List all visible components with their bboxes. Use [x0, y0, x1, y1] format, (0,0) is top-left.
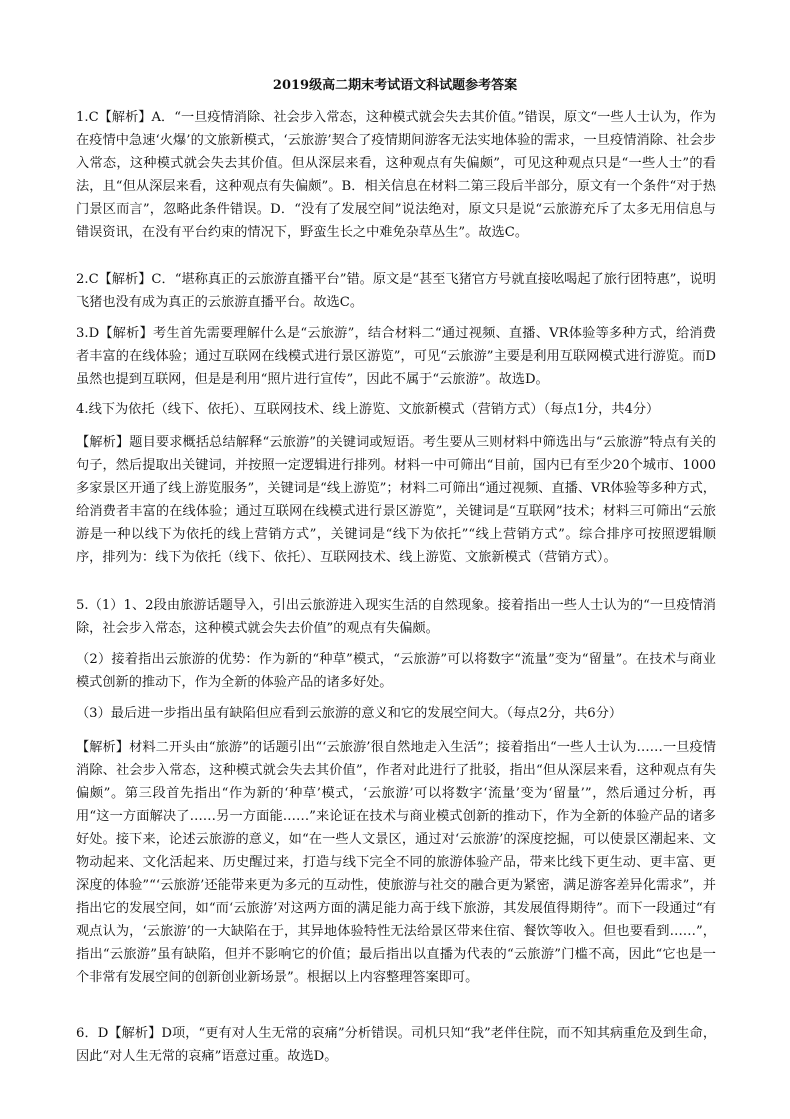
answer-5-point-3: （3）最后进一步指出虽有缺陷但应看到云旅游的意义和它的发展空间大。（每点2分，共6分） — [76, 706, 623, 721]
page-title: 2019级高二期末考试语文科试题参考答案 — [272, 78, 518, 93]
answer-5-point-2: （2）接着指出云旅游的优势：作为新的“种草”模式，“云旅游”可以将数字“流量”变为“留量”。在技术与商业模式创新的推动下，作为全新的体验产品的诸多好处。 — [76, 652, 716, 690]
answer-3: 3.D【解析】考生首先需要理解什么是“云旅游”，结合材料二“通过视频、直播、VR体验等多种方式，给消费者丰富的在线体验；通过互联网在线模式进行景区游览”，可见“云旅游”主要是利用互联网模式进行游览。而D虽然也提到互联网，但是是利用“照片进行宣传”，因此不属于“云旅游”。故选D。 — [76, 326, 716, 387]
answer-4: 4.线下为依托（线下、依托）、互联网技术、线上游览、文旅新模式（营销方式）（每点1分，共4分） — [76, 402, 660, 417]
answer-5-point-1: 5.（1）1、2段由旅游话题导入，引出云旅游进入现实生活的自然现象。接着指出一些人士认为的“一旦疫情消除，社会步入常态，这种模式就会失去价值”的观点有失偏颇。 — [76, 598, 716, 636]
answer-2: 2.C【解析】C．“堪称真正的云旅游直播平台”错。原文是“甚至飞猪官方号就直接吆喝起了旅行团特惠”，说明飞猪也没有成为真正的云旅游直播平台。故选C。 — [76, 272, 716, 310]
answer-1: 1.C【解析】A．“一旦疫情消除、社会步入常态，这种模式就会失去其价值。”错误，原文“一些人士认为，作为在疫情中急速‘火爆’的文旅新模式，‘云旅游’契合了疫情期间游客无法实地体验的需求，一旦疫情消除、社会步入常态，这种模式就会失去其价值。但从深层来看，这种观点有失偏颇”，可见这种观点只是“一些人士”的看法，且“但从深层来看，这种观点有失偏颇”。B．相关信息在材料二第三段后半部分，原文有一个条件“对于热门景区而言”，忽略此条件错误。D．“没有了发展空间”说法绝对，原文只是说“云旅游充斥了太多无用信息与错误资讯，在没有平台约束的情况下，野蛮生长之中难免杂草丛生”。故选C。 — [76, 110, 716, 240]
answer-6: 6．D【解析】D项，“更有对人生无常的哀痛”分析错误。司机只知“我”老伴住院，而不知其病重危及到生命，因此“对人生无常的哀痛”语意过重。故选D。 — [76, 1026, 716, 1064]
answer-4-analysis: 【解析】题目要求概括总结解释“云旅游”的关键词或短语。考生要从三则材料中筛选出与“云旅游”特点有关的句子，然后提取出关键词，并按照一定逻辑进行排列。材料一中可筛出“目前，国内已有至少20个城市、1000多家景区开通了线上游览服务”，关键词是“线上游览”；材料二可筛出“通过视频、直播、VR体验等多种方式，给消费者丰富的在线体验；通过互联网在线模式进行景区游览”，关键词是“互联网”技术；材料三可筛出“云旅游是一种以线下为依托的线上营销方式”，关键词是“线下为依托”“线上营销方式”。综合排序可按照逻辑顺序，排列为：线下为依托（线下、依托）、互联网技术、线上游览、文旅新模式（营销方式）。 — [76, 435, 716, 565]
answer-5-analysis: 【解析】材料二开头由“旅游”的话题引出“‘云旅游’很自然地走入生活”；接着指出“一些人士认为……一旦疫情消除、社会步入常态，这种模式就会失去其价值”，作者对此进行了批驳，指出“但从深层来看，这种观点有失偏颇”。第三段首先指出“作为新的‘种草’模式，‘云旅游’可以将数字‘流量’变为‘留量’”，然后通过分析，再用“这一方面解决了……另一方面能……”来论证在技术与商业模式创新的推动下，作为全新的体验产品的诸多好处。接下来，论述云旅游的意义，如“在一些人文景区，通过对‘云旅游’的深度挖掘，可以使景区潮起来、文物动起来、文化活起来、历史醒过来，打造与线下完全不同的旅游体验产品，带来比线下更生动、更丰富、更深度的体验”“‘云旅游’还能带来更为多元的互动性，使旅游与社交的融合更为紧密，满足游客差异化需求”，并指出它的发展空间，如“而‘云旅游’对这两方面的满足能力高于线下旅游，其发展值得期待”。而下一段通过“有观点认为，‘云旅游’的一大缺陷在于，其异地体验特性无法给景区带来住宿、餐饮等收入。但也要看到……”，指出“云旅游”虽有缺陷，但并不影响它的价值；最后指出以直播为代表的“云旅游”门槛不高，因此“它也是一个非常有发展空间的创新创业新场景”。根据以上内容整理答案即可。 — [76, 740, 716, 985]
